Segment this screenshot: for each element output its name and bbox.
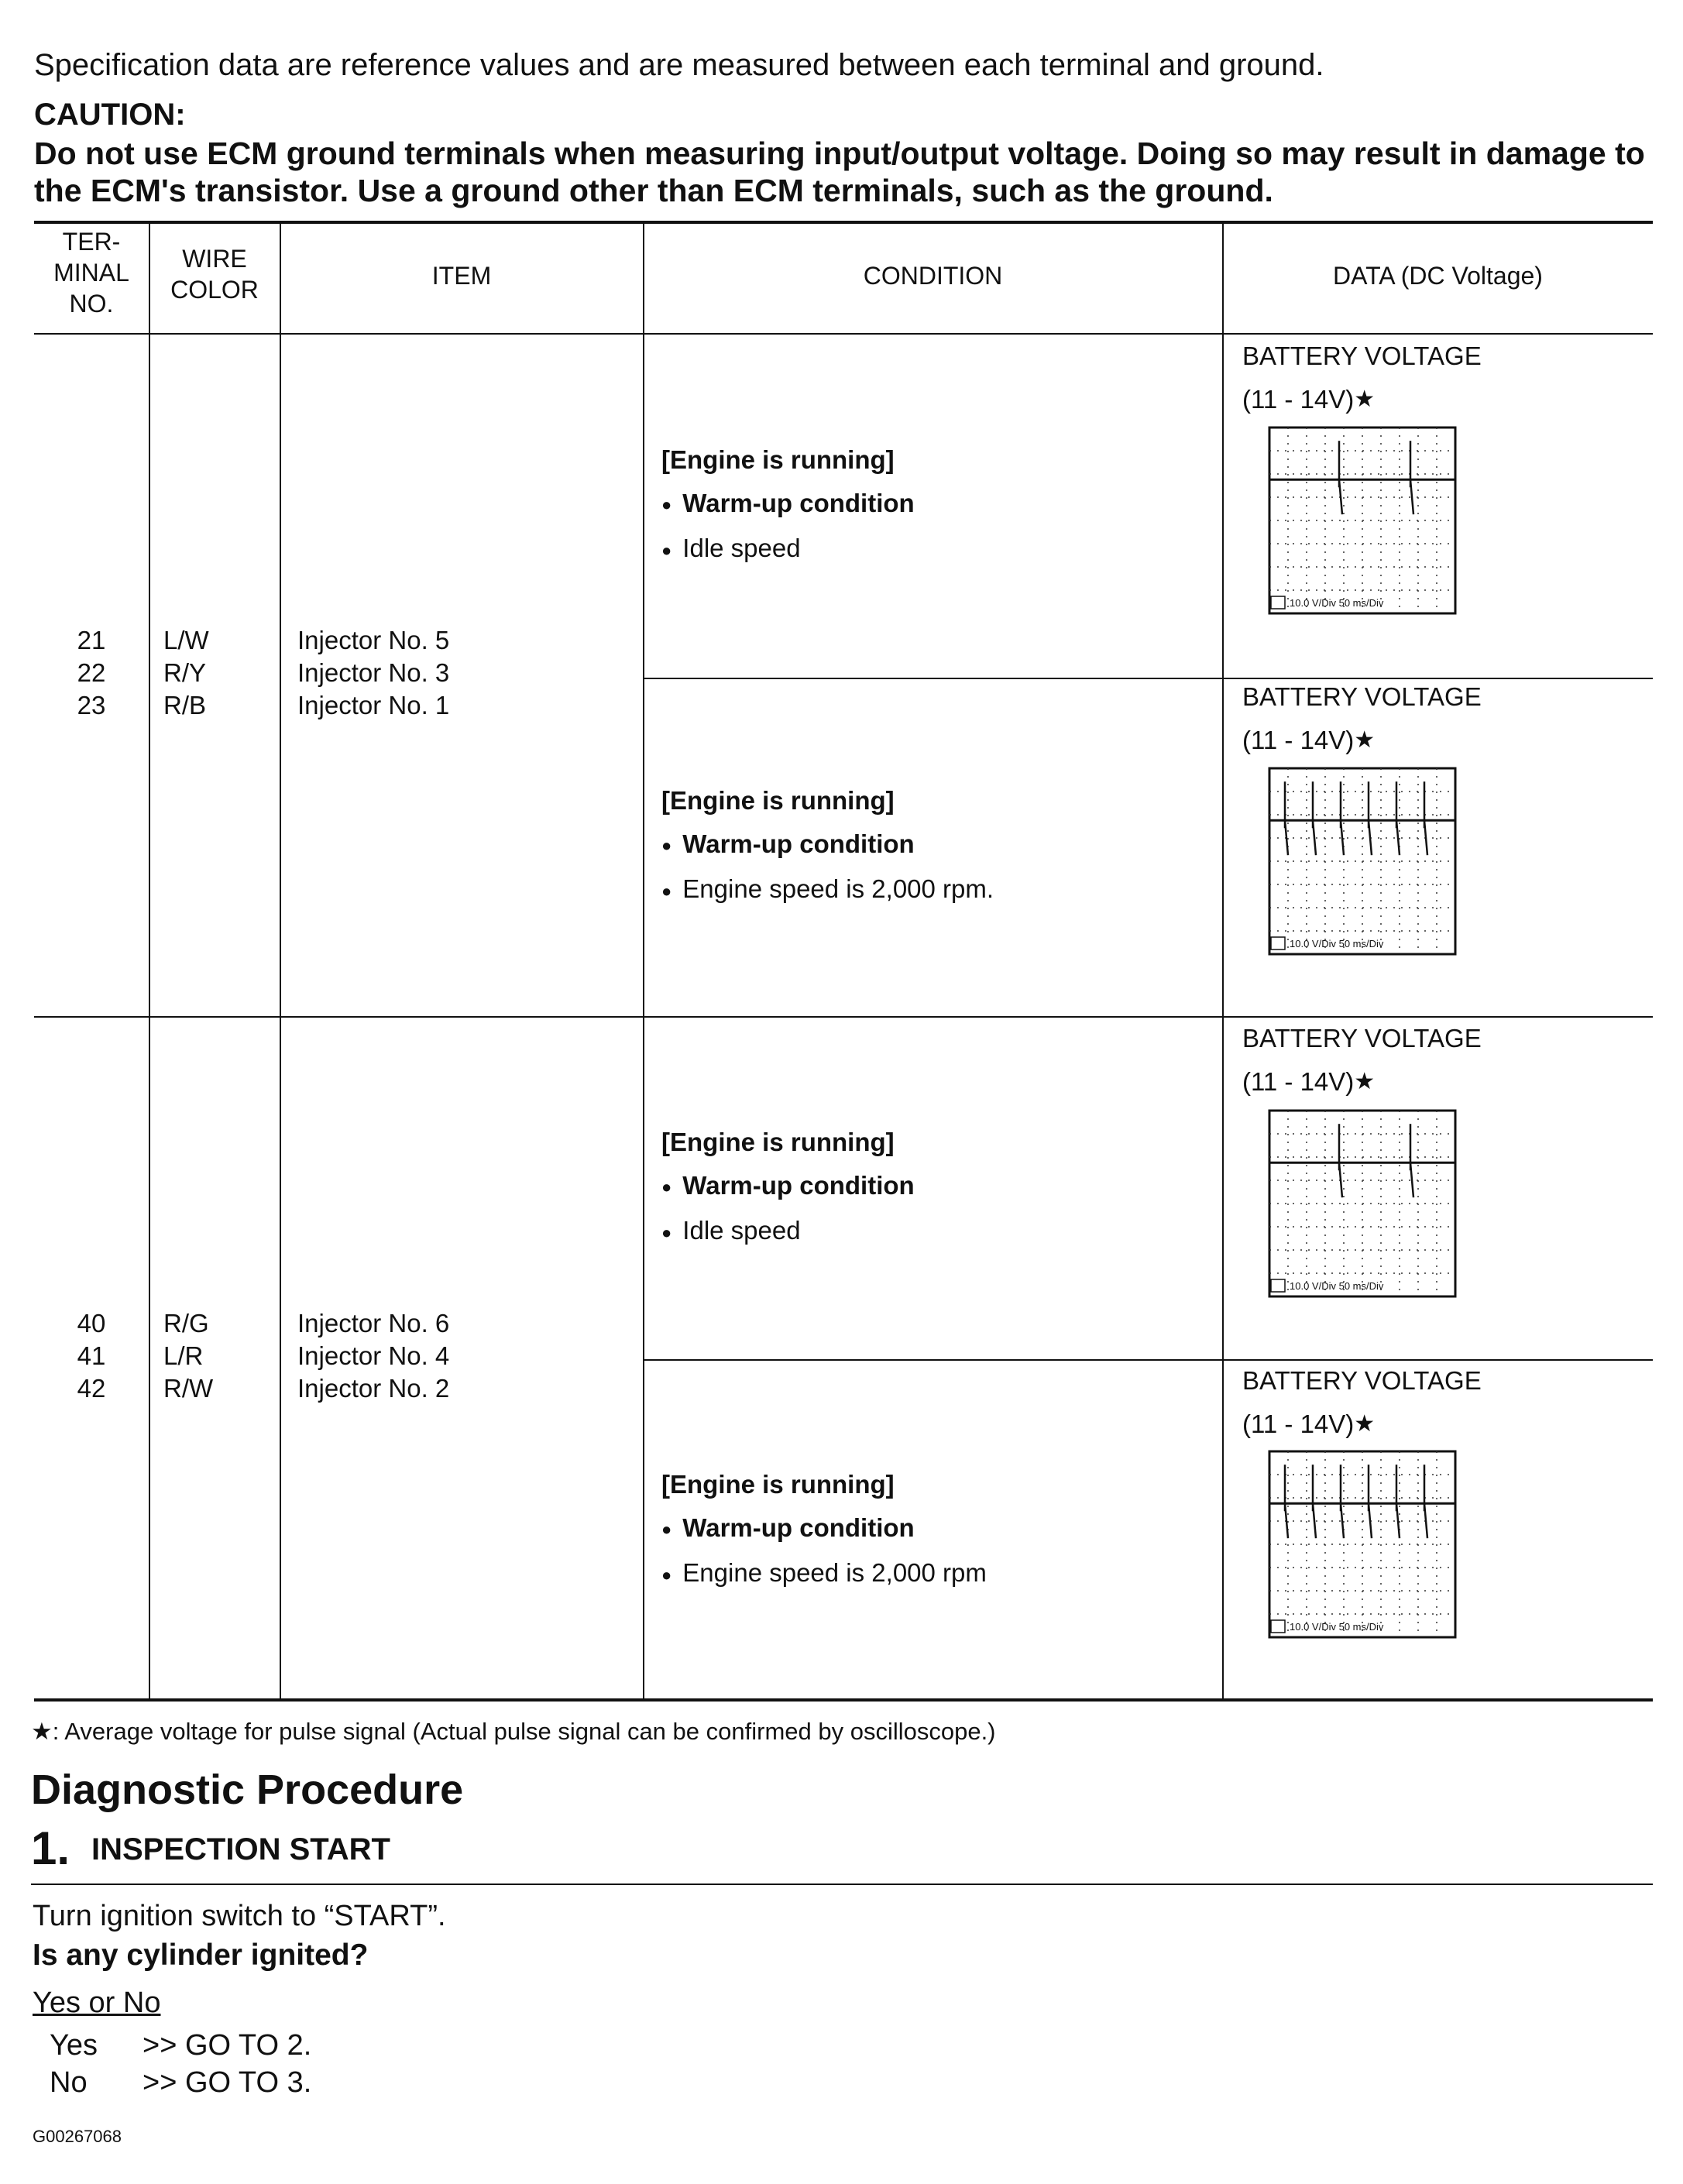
condition-cell: [Engine is running] ● Warm-up condition ● Engine speed is 2,000 rpm. xyxy=(661,779,994,913)
header-item: ITEM xyxy=(431,262,492,290)
caution-heading: CAUTION: xyxy=(34,98,186,132)
terminal-numbers: 21 22 23 xyxy=(77,626,106,719)
col-divider xyxy=(1222,224,1224,1698)
wire-colors: L/W R/Y R/B xyxy=(163,626,209,719)
col-divider xyxy=(643,224,644,1698)
oscilloscope-waveform xyxy=(1268,767,1457,976)
item-names: Injector No. 6 Injector No. 4 Injector No. 2 xyxy=(297,1309,450,1403)
data-cell: BATTERY VOLTAGE (11 - 14V)★ xyxy=(1242,1366,1482,1438)
scope-marker-box xyxy=(1271,596,1285,609)
question: Is any cylinder ignited? xyxy=(33,1938,369,1972)
answer-no-action[interactable]: >> GO TO 3. xyxy=(143,2066,312,2099)
star-icon: ★ xyxy=(1354,727,1376,753)
condition-cell: [Engine is running] ● Warm-up condition ● Engine speed is 2,000 rpm xyxy=(661,1463,987,1597)
row-divider xyxy=(643,678,1653,679)
row-divider xyxy=(643,1359,1653,1361)
condition-cell: [Engine is running] ● Warm-up condition ● Idle speed xyxy=(661,438,915,572)
data-cell: BATTERY VOLTAGE (11 - 14V)★ xyxy=(1242,1024,1482,1096)
table-top-rule xyxy=(34,221,1653,224)
step-rule xyxy=(31,1884,1653,1885)
header-terminal: TER- MINAL NO. xyxy=(53,228,129,318)
wire-colors: R/G L/R R/W xyxy=(163,1309,214,1403)
header-data: DATA (DC Voltage) xyxy=(1333,262,1543,290)
answer-heading: Yes or No xyxy=(33,1987,161,2019)
scope-marker-box xyxy=(1271,937,1285,949)
header-condition: CONDITION xyxy=(863,262,1003,290)
footnote: ★: Average voltage for pulse signal (Actual pulse signal can be confirmed by oscilloscope.) xyxy=(31,1718,996,1745)
terminal-numbers: 40 41 42 xyxy=(77,1309,106,1403)
col-divider xyxy=(149,224,150,1698)
scope-marker-box xyxy=(1271,1620,1285,1633)
figure-code: G00267068 xyxy=(33,2127,122,2146)
scope-scale-label: 10.0 V/Div 50 ms/Div xyxy=(1290,1621,1384,1633)
oscilloscope-waveform xyxy=(1268,1450,1457,1659)
scope-scale-label: 10.0 V/Div 50 ms/Div xyxy=(1290,938,1384,949)
item-names: Injector No. 5 Injector No. 3 Injector No. 1 xyxy=(297,626,450,719)
spec-note: Specification data are reference values and are measured between each terminal and ground. xyxy=(34,48,1324,82)
data-cell: BATTERY VOLTAGE (11 - 14V)★ xyxy=(1242,682,1482,754)
answer-no-label: No xyxy=(50,2066,88,2099)
step-title: INSPECTION START xyxy=(91,1832,390,1866)
section-title: Diagnostic Procedure xyxy=(31,1767,464,1813)
scope-scale-label: 10.0 V/Div 50 ms/Div xyxy=(1290,1280,1384,1292)
step-number: 1. xyxy=(31,1822,70,1874)
data-cell: BATTERY VOLTAGE (11 - 14V)★ xyxy=(1242,342,1482,414)
star-icon: ★ xyxy=(1354,1411,1376,1437)
answer-yes-action[interactable]: >> GO TO 2. xyxy=(143,2029,312,2062)
oscilloscope-waveform xyxy=(1268,1109,1457,1318)
answer-yes-label: Yes xyxy=(50,2029,98,2062)
condition-cell: [Engine is running] ● Warm-up condition ● Idle speed xyxy=(661,1121,915,1255)
scope-scale-label: 10.0 V/Div 50 ms/Div xyxy=(1290,597,1384,609)
star-icon: ★ xyxy=(1354,1069,1376,1094)
col-divider xyxy=(280,224,281,1698)
table-bottom-rule xyxy=(34,1698,1653,1702)
oscilloscope-waveform xyxy=(1268,426,1457,635)
scope-marker-box xyxy=(1271,1279,1285,1292)
star-icon: ★ xyxy=(1354,386,1376,412)
instruction: Turn ignition switch to “START”. xyxy=(33,1900,446,1932)
caution-body: Do not use ECM ground terminals when measuring input/output voltage. Doing so may result in damage to the ECM's transistor. Use a ground other than ECM terminals, such as the ground. xyxy=(34,136,1645,208)
header-wire-color: WIRE COLOR xyxy=(170,245,259,304)
